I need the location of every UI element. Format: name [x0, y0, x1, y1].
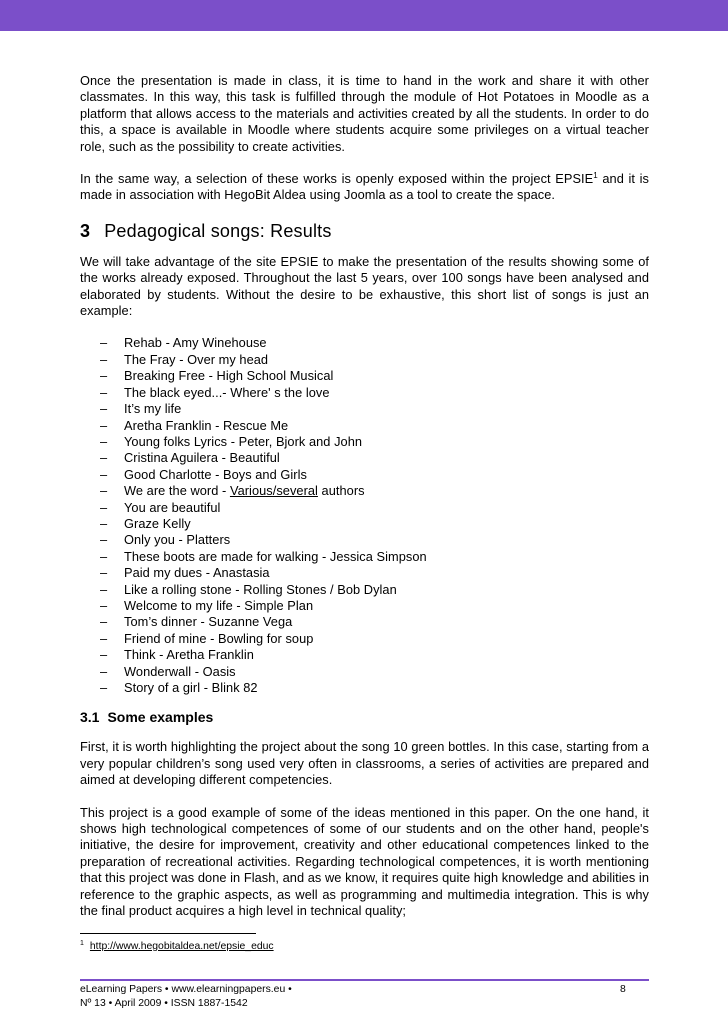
song-item: – It’s my life	[80, 401, 649, 417]
footnote	[80, 940, 649, 955]
song-item: – Only you - Platters	[80, 532, 649, 548]
section-3-title: Pedagogical songs: Results	[104, 220, 332, 241]
song-item: – Young folks Lyrics - Peter, Bjork and John	[80, 434, 649, 450]
song-item: – Friend of mine - Bowling for soup	[80, 631, 649, 647]
song-item: – Like a rolling stone - Rolling Stones / Bob Dylan	[80, 582, 649, 598]
paragraph-2-text-after: and it is made in association with HegoBit Aldea using Joomla as a tool to create the space.	[80, 171, 649, 203]
footnote-mark: 1	[80, 940, 84, 947]
song-item: – Graze Kelly	[80, 516, 649, 532]
song-item: – Wonderwall - Oasis	[80, 664, 649, 680]
song-item: – Rehab - Amy Winehouse	[80, 335, 649, 351]
footer-line-2: Nº 13 • April 2009 • ISSN 1887-1542	[80, 998, 248, 1009]
section-3-1-heading	[80, 709, 649, 726]
document-body	[80, 73, 649, 919]
paragraph-2-text-before: In the same way, a selection of these works is openly exposed within the project EPSIE	[80, 171, 594, 187]
song-item: – You are beautiful	[80, 500, 649, 516]
song-item: – These boots are made for walking - Jessica Simpson	[80, 549, 649, 565]
footer-divider	[80, 979, 649, 981]
song-item: – Paid my dues - Anastasia	[80, 565, 649, 581]
song-underlined-text: Various/several	[229, 483, 318, 499]
paragraph-2	[80, 171, 649, 204]
paragraph-3: We will take advantage of the site EPSIE to make the presentation of the results showing some of the works already exposed. Throughout the last 5 years, over 100 songs have been analysed and elaborated by students. Without the desire to be exhaustive, this short list of songs is just an example:	[80, 253, 649, 319]
song-title: We are the word -	[124, 483, 230, 499]
page-footer	[80, 983, 649, 1011]
section-3-1-title: Some examples	[107, 709, 214, 726]
footnote-url-link[interactable]: http://www.hegobitaldea.net/epsie_educ	[89, 941, 274, 952]
paragraph-4: First, it is worth highlighting the project about the song 10 green bottles. In this case, starting from a very popular children’s song used very often in classrooms, a series of activities are prepared and aimed at developing different competencies.	[80, 739, 649, 788]
section-3-heading	[80, 220, 649, 242]
song-item: – Aretha Franklin - Rescue Me	[80, 418, 649, 434]
footer-line-1: eLearning Papers • www.elearningpapers.eu •	[80, 984, 292, 995]
song-item: – Story of a girl - Blink 82	[80, 680, 649, 696]
song-item: – Breaking Free - High School Musical	[80, 368, 649, 384]
song-item-we-are-the-word	[80, 483, 649, 499]
song-item: – The black eyed...- Where' s the love	[80, 385, 649, 401]
paragraph-1: Once the presentation is made in class, it is time to hand in the work and share it with other classmates. In this way, this task is fulfilled through the module of Hot Potatoes in Moodle as a platform that allows access to the materials and activities created by all the students. In order to do this, a space is available in Moodle where students acquire some privileges on a virtual teacher role, such as the possibility to create activities.	[80, 73, 649, 154]
footnote-reference[interactable]: 1	[593, 171, 598, 181]
footnote-divider	[80, 933, 256, 934]
song-item: – Cristina Aguilera - Beautiful	[80, 450, 649, 466]
song-list	[80, 335, 649, 696]
paragraph-5: This project is a good example of some of the ideas mentioned in this paper. On the one hand, it shows high technological competences of some of our students and on the other hand, people's initiative, the desire for improvement, creativity and other educational competences linked to the preparation of recreational activities. Regarding technological competences, it is worth mentioning that this project was done in Flash, and as we know, it requires quite high knowledge and abilities in reference to the graphic aspects, as well as programming and multimedia integration. This is why the final product acquires a high level in technical quality;	[80, 804, 649, 919]
song-item: – The Fray - Over my head	[80, 352, 649, 368]
song-item: – Tom’s dinner - Suzanne Vega	[80, 614, 649, 630]
song-authors-text: authors	[317, 483, 365, 499]
header-bar	[0, 0, 728, 31]
song-item: – Good Charlotte - Boys and Girls	[80, 467, 649, 483]
song-item: – Welcome to my life - Simple Plan	[80, 598, 649, 614]
section-3-1-number: 3.1	[80, 709, 100, 726]
section-3-number: 3	[80, 220, 91, 241]
song-item: – Think - Aretha Franklin	[80, 647, 649, 663]
page-number: 8	[620, 984, 626, 995]
